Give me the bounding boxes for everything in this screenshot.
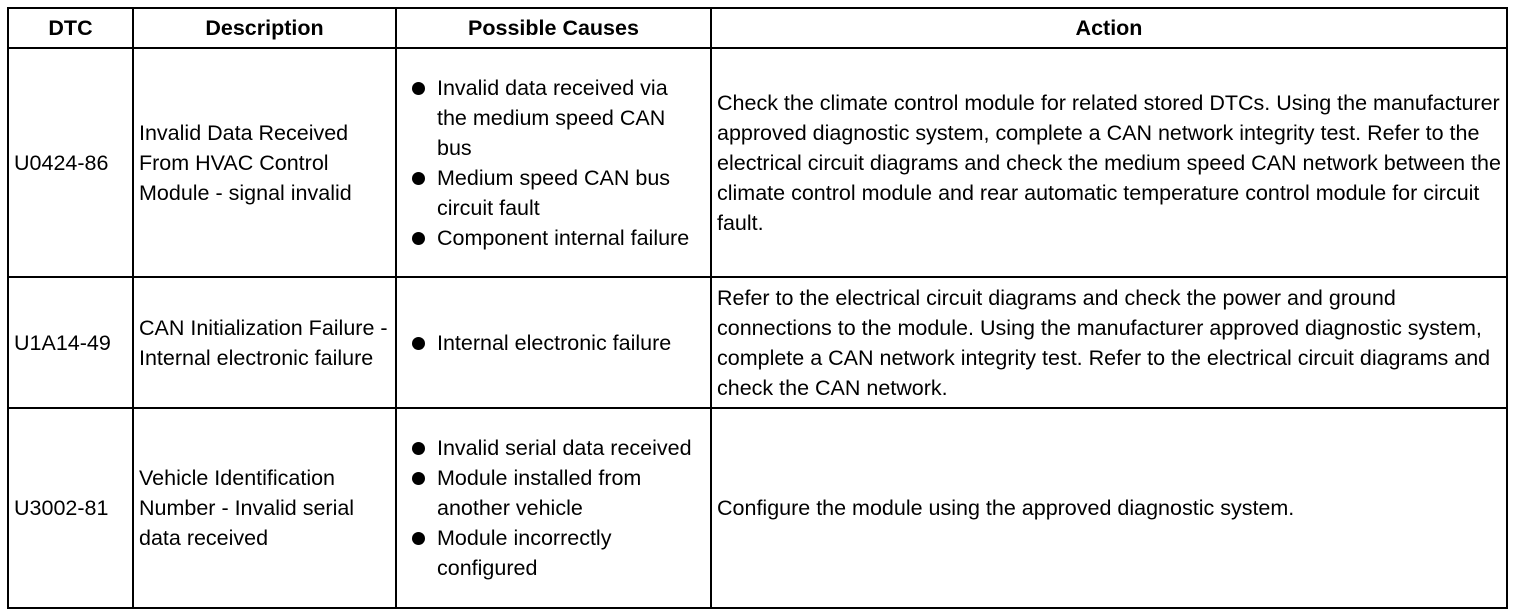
header-dtc: DTC [8, 8, 133, 48]
header-action: Action [711, 8, 1507, 48]
header-description: Description [133, 8, 396, 48]
cause-item: Medium speed CAN bus circuit fault [402, 163, 706, 223]
cause-item: Internal electronic failure [402, 328, 706, 358]
causes-list [402, 73, 706, 253]
dtc-description: CAN Initialization Failure - Internal electronic failure [133, 277, 396, 408]
header-possible-causes: Possible Causes [396, 8, 711, 48]
dtc-action: Check the climate control module for related stored DTCs. Using the manufacturer approved diagnostic system, complete a CAN network integrity test. Refer to the electrical circuit diagrams and check the medium speed CAN network between the climate control module and rear automatic temperature control module for circuit fault. [711, 48, 1507, 277]
table-row [8, 48, 1507, 277]
dtc-code: U1A14-49 [8, 277, 133, 408]
dtc-table-container [7, 7, 1508, 609]
dtc-description: Vehicle Identification Number - Invalid serial data received [133, 408, 396, 608]
cause-item: Invalid data received via the medium speed CAN bus [402, 73, 706, 163]
table-row [8, 408, 1507, 608]
cause-item: Invalid serial data received [402, 433, 706, 463]
dtc-code: U0424-86 [8, 48, 133, 277]
table-row [8, 277, 1507, 408]
cause-item: Module incorrectly configured [402, 523, 706, 583]
cause-item: Module installed from another vehicle [402, 463, 706, 523]
possible-causes-cell [396, 48, 711, 277]
dtc-description: Invalid Data Received From HVAC Control Module - signal invalid [133, 48, 396, 277]
possible-causes-cell [396, 408, 711, 608]
causes-list [402, 328, 706, 358]
dtc-action: Refer to the electrical circuit diagrams and check the power and ground connections to the module. Using the manufacturer approved diagnostic system, complete a CAN network integrity test. Refer to the electrical circuit diagrams and check the CAN network. [711, 277, 1507, 408]
dtc-action: Configure the module using the approved diagnostic system. [711, 408, 1507, 608]
dtc-code: U3002-81 [8, 408, 133, 608]
header-row [8, 8, 1507, 48]
dtc-table [7, 7, 1508, 609]
cause-item: Component internal failure [402, 223, 706, 253]
causes-list [402, 433, 706, 583]
possible-causes-cell [396, 277, 711, 408]
